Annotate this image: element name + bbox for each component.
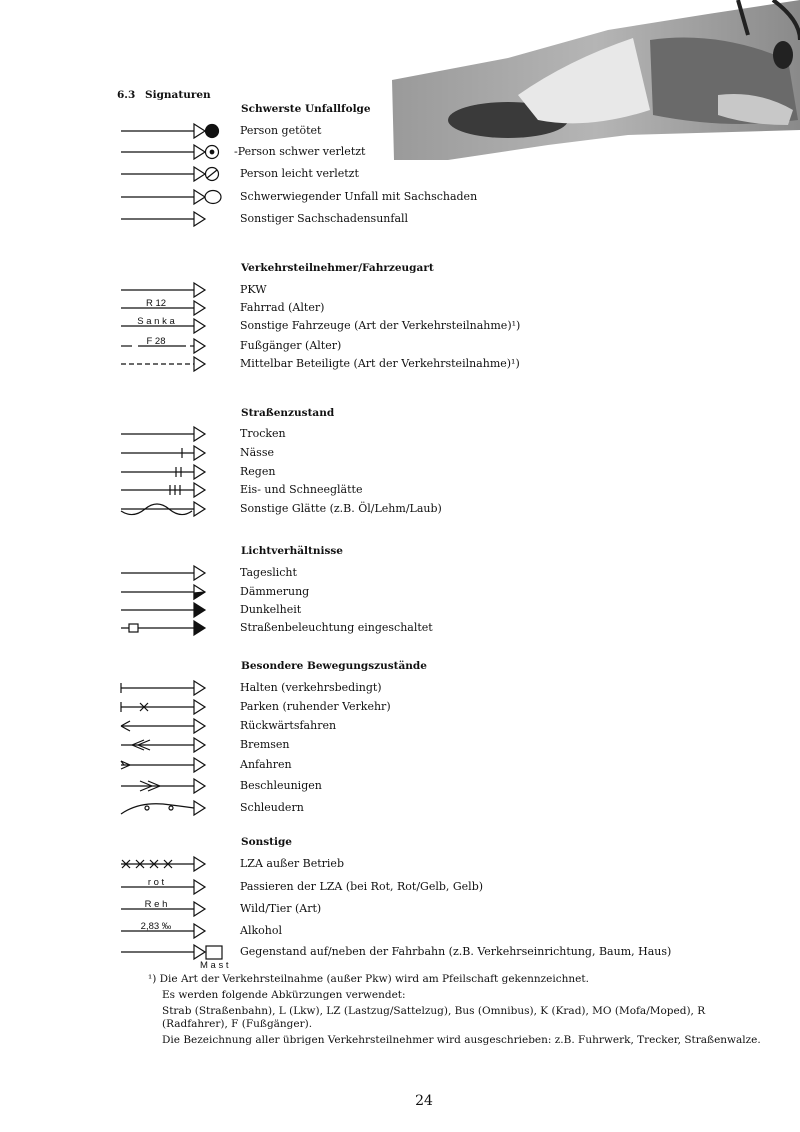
- signature-label: Fußgänger (Alter): [240, 339, 342, 352]
- group-heading: Lichtverhältnisse: [241, 545, 343, 557]
- shaft-label: R e h: [144, 899, 168, 910]
- arrow-crosses-icon: [118, 856, 228, 872]
- signature-label: Sonstige Fahrzeuge (Art der Verkehrsteilnahme)¹): [240, 319, 521, 332]
- signature-label: Gegenstand auf/neben der Fahrbahn (z.B. Verkehrseinrichtung, Baum, Haus): [240, 945, 672, 958]
- signature-label: Tageslicht: [240, 566, 297, 579]
- arrow-dot-circle-icon: [118, 144, 228, 160]
- arrow-filled-box-icon: [118, 620, 228, 636]
- arrow-filled-circle-icon: [118, 123, 228, 139]
- signature-label: Dunkelheit: [240, 603, 302, 616]
- signature-label: Person getötet: [240, 124, 322, 137]
- arrow-one-tick-icon: [118, 445, 228, 461]
- signature-label: -Person schwer verletzt: [234, 145, 366, 158]
- arrow-labeled-icon: [118, 318, 228, 334]
- arrow-dashed-icon: [118, 356, 228, 372]
- arrow-skid-icon: [118, 800, 228, 816]
- page-number: 24: [415, 1093, 433, 1109]
- arrow-two-ticks-icon: [118, 464, 228, 480]
- signature-label: LZA außer Betrieb: [240, 857, 344, 870]
- arrow-labeled-icon: [118, 879, 228, 895]
- footnote-line: Es werden folgende Abkürzungen verwendet:: [162, 989, 406, 1001]
- footnote-line: ¹) Die Art der Verkehrsteilnahme (außer Pkw) wird am Pfeilschaft gekennzeichnet.: [148, 973, 589, 985]
- shaft-label: 2,83 ‰: [140, 921, 172, 932]
- arrow-icon: [118, 282, 228, 298]
- arrow-icon: [118, 211, 228, 227]
- group-heading: Verkehrsteilnehmer/Fahrzeugart: [241, 262, 434, 274]
- arrow-wavy-icon: [118, 501, 228, 517]
- signature-label: Schwerwiegender Unfall mit Sachschaden: [240, 190, 478, 203]
- signature-label: Fahrrad (Alter): [240, 301, 325, 314]
- signature-label: Eis- und Schneeglätte: [240, 483, 363, 496]
- arrow-icon: [118, 426, 228, 442]
- shaft-label: r o t: [147, 877, 165, 888]
- shaft-label: M a s t: [200, 960, 229, 971]
- arrow-labeled-icon: [118, 923, 228, 939]
- signature-label: Schleudern: [240, 801, 304, 814]
- arrow-double-forward-icon: [118, 778, 228, 794]
- group-heading: Sonstige: [241, 836, 292, 848]
- signature-label: Regen: [240, 465, 276, 478]
- signature-label: Anfahren: [240, 758, 292, 771]
- arrow-dashed-labeled-icon: [118, 338, 228, 354]
- shaft-label: S a n k a: [137, 316, 175, 327]
- arrow-start-icon: [118, 757, 228, 773]
- arrow-icon: [118, 565, 228, 581]
- arrow-double-reverse-icon: [118, 737, 228, 753]
- signature-label: Rückwärtsfahren: [240, 719, 337, 732]
- signature-label: Bremsen: [240, 738, 290, 751]
- footnote: [148, 973, 768, 1050]
- arrow-filled-icon: [118, 602, 228, 618]
- arrow-slashed-circle-icon: [118, 166, 228, 182]
- arrow-labeled-icon: [118, 901, 228, 917]
- arrow-stop-bar-cross-icon: [118, 699, 228, 715]
- section-name: Signaturen: [145, 89, 211, 101]
- group-heading: Schwerste Unfallfolge: [241, 103, 371, 115]
- group-heading: Straßenzustand: [241, 407, 335, 419]
- arrow-reverse-icon: [118, 718, 228, 734]
- arrow-box-icon: [118, 944, 229, 971]
- signature-label: Passieren der LZA (bei Rot, Rot/Gelb, Gelb): [240, 880, 484, 893]
- footnote-line: Die Bezeichnung aller übrigen Verkehrsteilnehmer wird ausgeschrieben: z.B. Fuhrwerk, Trecker, Straßenwalze.: [162, 1034, 761, 1046]
- signature-label: PKW: [240, 283, 267, 296]
- signature-label: Beschleunigen: [240, 779, 322, 792]
- signature-label: Mittelbar Beteiligte (Art der Verkehrsteilnahme)¹): [240, 357, 520, 370]
- shaft-label: R 12: [145, 298, 167, 309]
- signature-label: Sonstige Glätte (z.B. Öl/Lehm/Laub): [240, 502, 442, 515]
- signature-label: Nässe: [240, 446, 274, 459]
- signature-label: Halten (verkehrsbedingt): [240, 681, 382, 694]
- signature-label: Alkohol: [240, 924, 282, 937]
- signature-label: Dämmerung: [240, 585, 310, 598]
- arrow-three-ticks-icon: [118, 482, 228, 498]
- signature-label: Sonstiger Sachschadensunfall: [240, 212, 409, 225]
- shaft-label: F 28: [146, 336, 166, 347]
- signature-label: Trocken: [240, 427, 286, 440]
- accident-photo: [388, 0, 800, 162]
- footnote-line: Strab (Straßenbahn), L (Lkw), LZ (Lastzug/Sattelzug), Bus (Omnibus), K (Krad), MO (Mofa/Moped), R (Radfahrer), F (Fußgänger).: [162, 1005, 706, 1030]
- signature-label: Person leicht verletzt: [240, 167, 359, 180]
- group-heading: Besondere Bewegungszustände: [241, 660, 427, 672]
- section-title: [117, 89, 211, 101]
- signature-label: Wild/Tier (Art): [240, 902, 322, 915]
- arrow-stop-bar-icon: [118, 680, 228, 696]
- arrow-labeled-icon: [118, 300, 228, 316]
- signature-label: Parken (ruhender Verkehr): [240, 700, 391, 713]
- arrow-open-circle-icon: [118, 189, 228, 205]
- signature-label: Straßenbeleuchtung eingeschaltet: [240, 621, 433, 634]
- section-number: 6.3: [117, 89, 136, 101]
- arrow-half-filled-icon: [118, 584, 228, 600]
